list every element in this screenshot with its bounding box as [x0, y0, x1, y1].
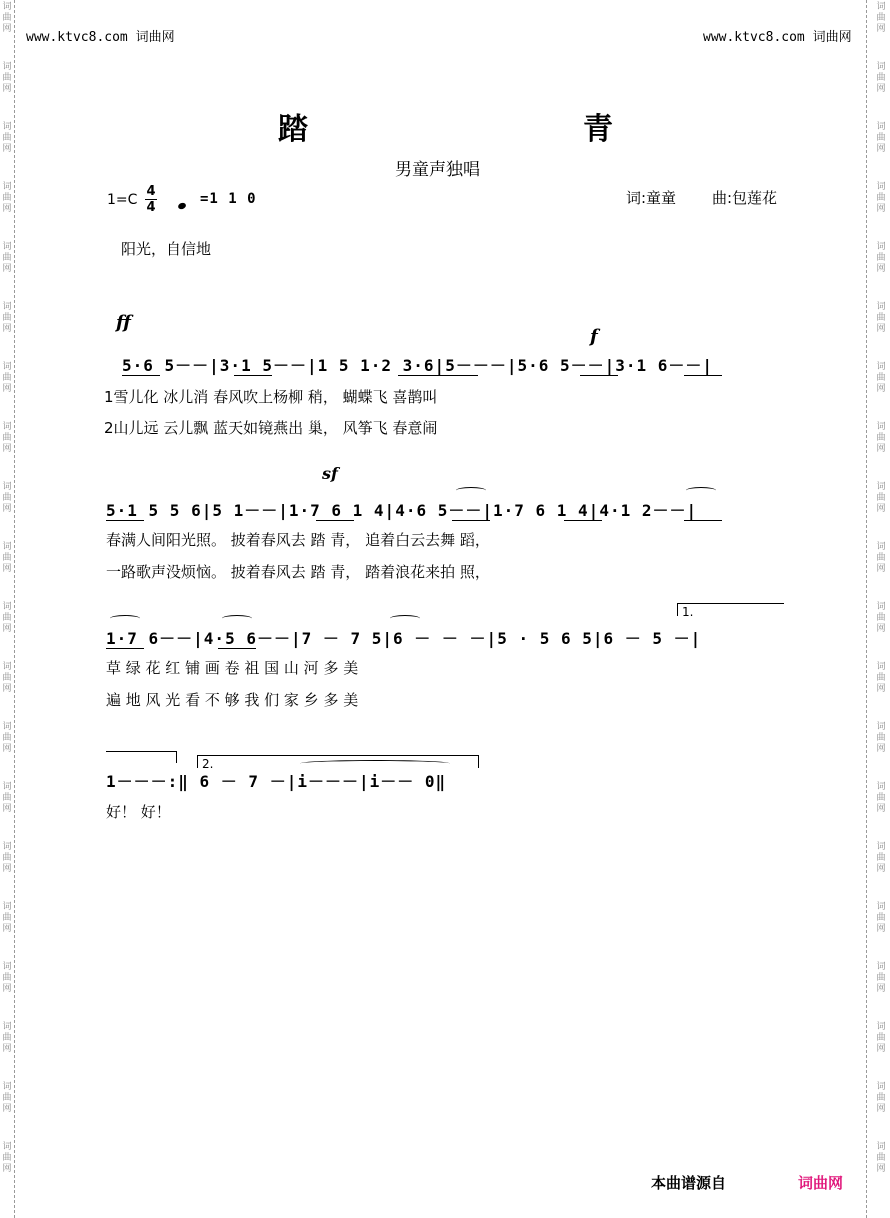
slur-mark — [686, 487, 716, 494]
watermark-glyph: 词 曲 网 — [876, 62, 886, 94]
watermark-glyph: 词 曲 网 — [2, 62, 12, 94]
notation-row-1: 5·6 5－－|3·1 5－－|1 5 1·2 3·6|5－－－|5·6 5－－|3·1 6－－| — [122, 356, 714, 375]
header-site-right[interactable]: www.ktvc8.com 词曲网 — [703, 30, 852, 45]
watermark-glyph: 词 曲 网 — [2, 842, 12, 874]
first-ending-continuation — [106, 751, 176, 752]
lyric-row-2-verse-2: 一路歌声没烦恼。 披着春风去 踏 青， 踏着浪花来拍 照， — [106, 563, 490, 581]
watermark-glyph: 词 曲 网 — [876, 1022, 886, 1054]
time-signature — [145, 185, 157, 214]
lyric-row-3-verse-1: 草 绿 花 红 铺 画 卷 祖 国 山 河 多 美 — [106, 659, 359, 677]
notation-row-3: 1·7 6－－|4·5 6－－|7 － 7 5|6 － － －|5 · 5 6 5|6 － 5 －| — [106, 629, 702, 648]
watermark-glyph: 词 曲 网 — [2, 662, 12, 694]
left-watermark-strip — [0, 0, 15, 1218]
watermark-glyph: 词 曲 网 — [2, 1022, 12, 1054]
watermark-glyph: 词 曲 网 — [2, 182, 12, 214]
tie-mark — [300, 760, 450, 767]
watermark-glyph: 词 曲 网 — [876, 362, 886, 394]
slur-mark — [456, 487, 486, 494]
watermark-glyph: 词 曲 网 — [876, 542, 886, 574]
composer: 曲:包莲花 — [712, 189, 778, 207]
notation-row-2: 5·1 5 5 6|5 1－－|1·7 6 1 4|4·6 5－－|1·7 6 1 4|4·1 2－－| — [106, 501, 698, 520]
header-site-left[interactable]: www.ktvc8.com 词曲网 — [26, 30, 175, 45]
footer-source: 本曲谱源自 — [651, 1174, 727, 1192]
lyric-row-3-verse-2: 遍 地 风 光 看 不 够 我 们 家 乡 多 美 — [106, 691, 359, 709]
watermark-glyph: 词 曲 网 — [2, 602, 12, 634]
watermark-glyph: 词 曲 网 — [876, 422, 886, 454]
watermark-glyph: 词 曲 网 — [876, 242, 886, 274]
watermark-glyph: 词 曲 网 — [2, 302, 12, 334]
watermark-glyph: 词 曲 网 — [876, 2, 886, 34]
tempo: =1 1 0 — [200, 191, 257, 207]
beam-underline — [564, 520, 602, 521]
lyric-row-1-verse-2: 2山儿远 云儿飘 蓝天如镜燕出 巢， 风筝飞 春意闹 — [104, 419, 438, 437]
first-ending-end — [176, 751, 177, 763]
subtitle: 男童声独唱 — [395, 160, 480, 180]
dynamic-ff: ff — [116, 312, 131, 333]
watermark-glyph: 词 曲 网 — [2, 1142, 12, 1174]
watermark-glyph: 词 曲 网 — [2, 362, 12, 394]
watermark-glyph: 词 曲 网 — [2, 422, 12, 454]
lyric-row-1-verse-1: 1雪儿化 冰儿消 春风吹上杨柳 稍， 蝴蝶飞 喜鹊叫 — [104, 388, 438, 406]
watermark-glyph: 词 曲 网 — [876, 1142, 886, 1174]
beam-underline — [580, 375, 618, 376]
beam-underline — [106, 520, 144, 521]
key-signature: 1=C — [107, 192, 138, 208]
watermark-glyph: 词 曲 网 — [876, 722, 886, 754]
time-sig-top: 4 — [146, 184, 156, 199]
beam-underline — [218, 648, 256, 649]
watermark-glyph: 词 曲 网 — [2, 542, 12, 574]
slur-mark — [110, 615, 140, 622]
watermark-glyph: 词 曲 网 — [876, 602, 886, 634]
expression-mark: 阳光，自信地 — [121, 240, 212, 258]
watermark-glyph: 词 曲 网 — [876, 482, 886, 514]
watermark-glyph: 词 曲 网 — [876, 902, 886, 934]
beam-underline — [122, 375, 160, 376]
watermark-glyph: 词 曲 网 — [2, 962, 12, 994]
dynamic-sf: sf — [322, 464, 338, 483]
right-watermark-strip — [866, 0, 890, 1218]
watermark-glyph: 词 曲 网 — [2, 902, 12, 934]
watermark-glyph: 词 曲 网 — [876, 842, 886, 874]
volta-first-ending — [677, 603, 784, 619]
dynamic-f: f — [590, 326, 598, 347]
lyricist: 词:童童 — [626, 189, 677, 207]
beam-underline — [684, 375, 722, 376]
slur-mark — [222, 615, 252, 622]
watermark-glyph: 词 曲 网 — [2, 782, 12, 814]
watermark-glyph: 词 曲 网 — [876, 122, 886, 154]
watermark-glyph: 词 曲 网 — [876, 962, 886, 994]
lyric-row-4-verse-1: 好！ 好！ — [106, 803, 171, 821]
notation-row-4: 1－－－:‖ 6 － 7 －|i－－－|i－－ 0‖ — [106, 772, 447, 791]
footer-brand[interactable]: 词曲网 — [798, 1174, 844, 1192]
beam-underline — [106, 648, 144, 649]
beam-underline — [684, 520, 722, 521]
beam-underline — [452, 520, 490, 521]
watermark-glyph: 词 曲 网 — [876, 662, 886, 694]
beam-underline — [316, 520, 354, 521]
beam-underline — [234, 375, 272, 376]
watermark-glyph: 词 曲 网 — [2, 2, 12, 34]
volta-label-2: 2. — [202, 757, 214, 771]
volta-label-1: 1. — [682, 605, 694, 619]
slur-mark — [390, 615, 420, 622]
time-sig-bottom: 4 — [146, 200, 156, 215]
title-char-2: 青 — [583, 112, 613, 147]
watermark-glyph: 词 曲 网 — [876, 1082, 886, 1114]
watermark-glyph: 词 曲 网 — [2, 482, 12, 514]
lyric-row-2-verse-1: 春满人间阳光照。 披着春风去 踏 青， 追着白云去舞 蹈， — [106, 531, 490, 549]
watermark-glyph: 词 曲 网 — [2, 722, 12, 754]
watermark-glyph: 词 曲 网 — [2, 122, 12, 154]
quarter-note-icon — [177, 202, 187, 210]
watermark-glyph: 词 曲 网 — [2, 242, 12, 274]
title-char-1: 踏 — [278, 112, 308, 147]
watermark-glyph: 词 曲 网 — [876, 302, 886, 334]
watermark-glyph: 词 曲 网 — [2, 1082, 12, 1114]
watermark-glyph: 词 曲 网 — [876, 182, 886, 214]
watermark-glyph: 词 曲 网 — [876, 782, 886, 814]
beam-underline — [398, 375, 478, 376]
